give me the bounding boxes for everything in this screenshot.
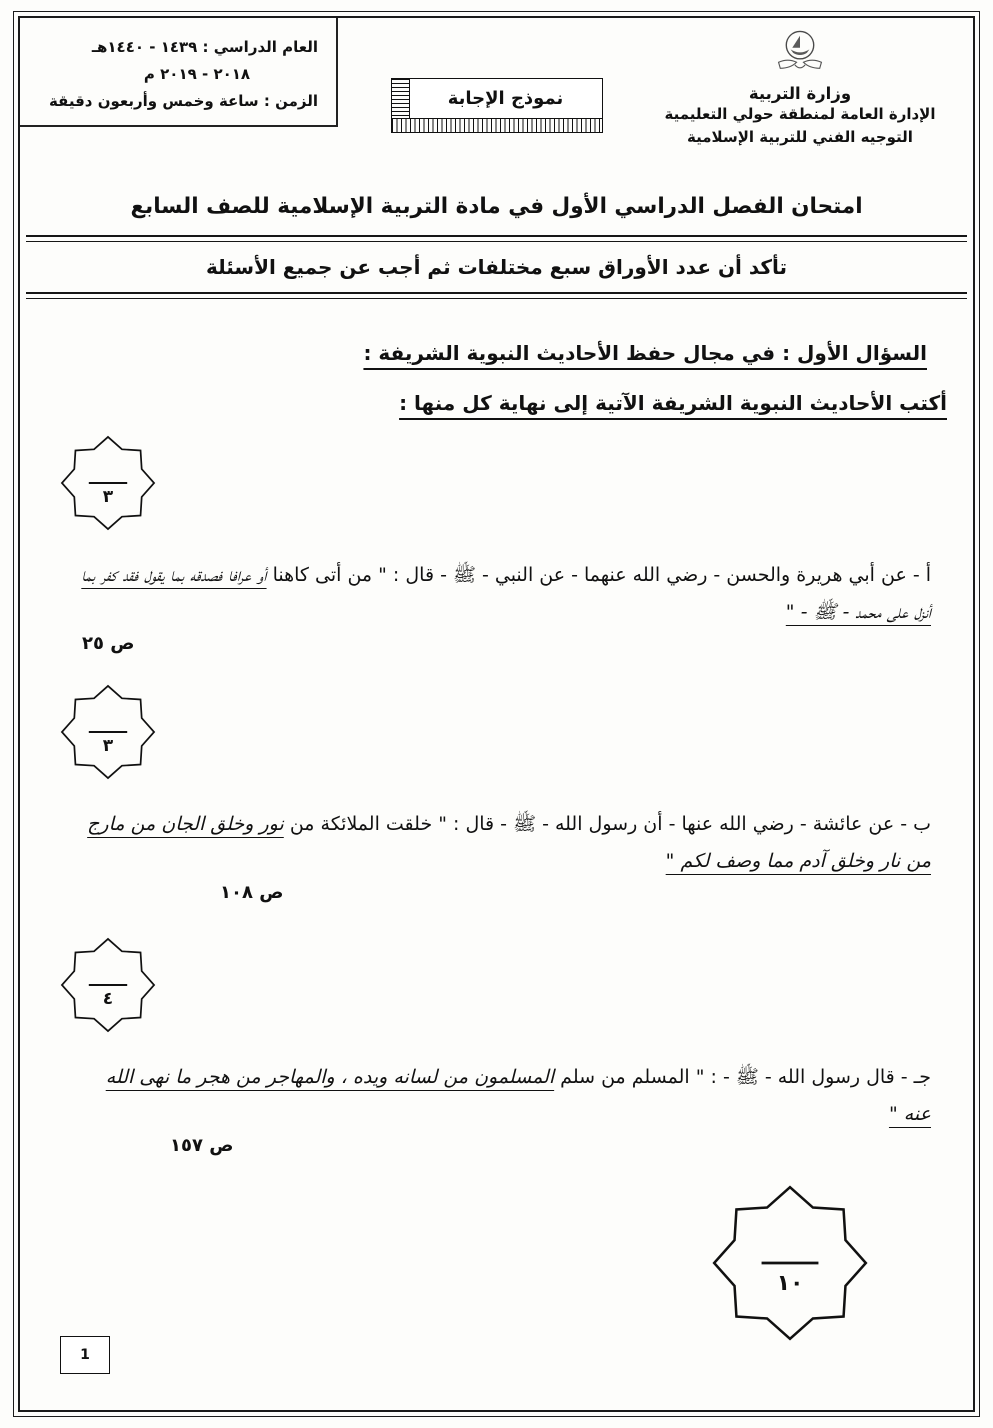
hadith-item-c — [78, 1059, 931, 1133]
exam-duration: الزمن : ساعة وخمس وأربعون دقيقة — [48, 92, 318, 110]
stamp-hatch-left — [391, 78, 409, 119]
total-marks-badge — [711, 1184, 869, 1342]
page-border-frame — [18, 16, 975, 1412]
ministry-name: وزارة التربية — [748, 84, 852, 103]
hadith-item-b — [78, 806, 931, 880]
marks-badge — [60, 684, 156, 780]
stamp-label: نموذج الإجابة — [409, 78, 603, 119]
marks-badge — [60, 435, 156, 531]
star-icon — [711, 1184, 869, 1342]
exam-title: امتحان الفصل الدراسي الأول في مادة التربية الإسلامية للصف السابع — [130, 194, 863, 219]
star-icon — [60, 937, 156, 1033]
star-icon — [60, 684, 156, 780]
total-marks-value: ١٠ — [776, 1271, 804, 1297]
ministry-department: الإدارة العامة لمنطقة حولي التعليمية — [664, 105, 936, 123]
marks-value: ٤ — [102, 989, 114, 1010]
hadith-intro: أ - عن أبي هريرة والحسن - رضي الله عنهما - عن النبي - ﷺ - قال : " من أتى كاهنا — [266, 564, 931, 586]
page-reference: ص ١٠٨ — [220, 882, 284, 904]
gregorian-year: ٢٠١٨ - ٢٠١٩ م — [143, 65, 251, 83]
ministry-block — [641, 26, 959, 150]
kuwait-emblem-icon — [641, 26, 959, 82]
marks-value: ٣ — [102, 735, 114, 756]
hadith-intro: ب - عن عائشة - رضي الله عنها - أن رسول الله - ﷺ - قال : " خلقت الملائكة من — [283, 813, 931, 836]
exam-instruction: تأكد أن عدد الأوراق سبع مختلفات ثم أجب عن جميع الأسئلة — [205, 255, 788, 279]
hadith-answer: أو عرافا فصدقه بما يقول فقد كفر بما أنزل على محمد - ﷺ - " — [81, 564, 931, 624]
academic-year: العام الدراسي : ١٤٣٩ - ١٤٤٠هـ — [91, 38, 318, 56]
exam-info-box — [20, 18, 338, 127]
hadith-intro: جـ - قال رسول الله - ﷺ - : " المسلم من سلم — [554, 1066, 931, 1089]
marks-badge — [60, 937, 156, 1033]
ministry-guidance: التوجيه الفني للتربية الإسلامية — [687, 128, 913, 147]
hadith-answer: نور وخلق الجان من مارج من نار وخلق آدم مما وصف لكم " — [87, 813, 931, 873]
hadith-item-a — [78, 557, 931, 631]
star-icon — [60, 435, 156, 531]
marks-value: ٣ — [102, 486, 114, 507]
question-subheading: أكتب الأحاديث النبوية الشريفة الآتية إلى نهاية كل منها : — [399, 391, 947, 415]
page-reference: ص ١٥٧ — [170, 1135, 234, 1157]
page-number: 1 — [60, 1336, 110, 1374]
hadith-answer: المسلمون من لسانه ويده ، والمهاجر من هجر ما نهى الله عنه " — [105, 1066, 931, 1126]
stamp-row — [391, 78, 603, 119]
answer-key-stamp — [391, 78, 603, 133]
page-reference: ص ٢٥ — [82, 633, 135, 655]
header — [20, 18, 973, 186]
stamp-hatch-bottom — [391, 119, 603, 133]
divider-rule — [26, 292, 967, 299]
question-heading: السؤال الأول : في مجال حفظ الأحاديث النبوية الشريفة : — [363, 341, 927, 365]
divider-rule — [26, 235, 967, 242]
